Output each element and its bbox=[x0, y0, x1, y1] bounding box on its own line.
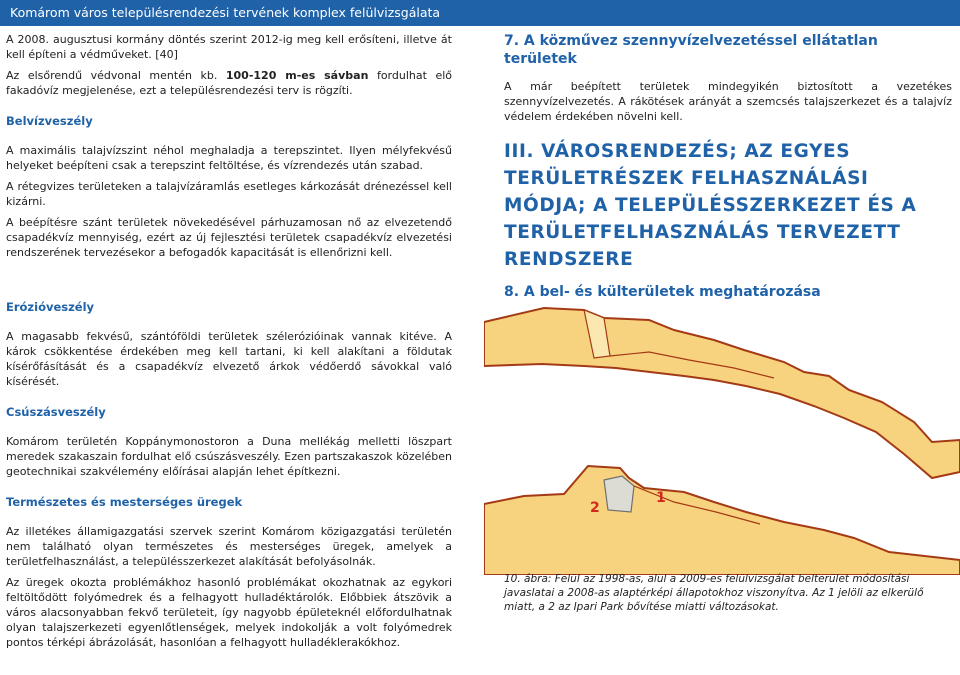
paragraph-belviz-3: A beépítésre szánt területek növekedésével párhuzamosan nő az elvezetendő csapadékvíz mennyiség, ezért az új fejlesztési területek csapadékvíz elvezetési rendszerének tervezésekor a befogadók kapacitását is ellenőrizni kell. bbox=[6, 216, 452, 259]
left-column-bottom bbox=[6, 300, 452, 656]
paragraph-seepage: Az elsőrendű védvonal mentén kb. 100-120 m-es sávban fordulhat elő fakadóvíz megjelenése, ezt a településrendezési terv is rögzíti. bbox=[6, 69, 453, 97]
document-header: Komárom város településrendezési tervének komplex felülvizsgálata bbox=[0, 0, 960, 26]
section-heading-7: 7. A közművez szennyvízelvezetéssel ellátatlan területek bbox=[504, 33, 878, 67]
chapter-title-iii: III. VÁROSRENDEZÉS; AZ EGYES TERÜLETRÉSZEK FELHASZNÁLÁSI MÓDJA; A TELEPÜLÉSSZERKEZET ÉS A TERÜLETFELHASZNÁLÁS TERVEZETT RENDSZERE bbox=[504, 141, 917, 270]
boundary-change-map bbox=[484, 290, 960, 575]
paragraph-belviz-2: A rétegvizes területeken a talajvízáramlás esetleges kárkozását drénezéssel kell kizárni. bbox=[6, 180, 452, 208]
paragraph-belviz-1: A maximális talajvízszint néhol meghaladja a terepszintet. Ilyen mélyfekvésű helyeket beépíteni csak a terepszint feltöltése, és vízrendezés után szabad. bbox=[6, 144, 452, 172]
left-column-top bbox=[6, 32, 452, 266]
paragraph-erozio: A magasabb fekvésű, szántóföldi területek szélerózióinak vannak kitéve. A károk csökkentése érdekében meg kell tartani, ki kell alakítani a földutak kísérőfásítását és a csapadékvíz elvezető árkok védőerdő sávokkal való kísérését. bbox=[6, 330, 452, 388]
paragraph-uregek-2: Az üregek okozta problémákhoz hasonló problémákat okozhatnak az egykori feltöltődött folyómedrek és a felhagyott hulladéktárolók. Előbbiek átszövik a város alacsonyabban fekvő területeit, így nagyobb épületeknél előfordulhatnak olyan talajszerkezeti egyenlőtlenségek, melyek indokolják a volt folyómedrek pontos térképi ábrázolását, hasonlóan a felhagyott hulladéklerakókhoz. bbox=[6, 576, 452, 649]
map-label-1: 1 bbox=[656, 490, 666, 506]
paragraph-defense-works: A 2008. augusztusi kormány döntés szerint 2012-ig meg kell erősíteni, illetve át kell építeni a védműveket. [40] bbox=[6, 33, 452, 61]
section-heading-uregek: Természetes és mesterséges üregek bbox=[6, 495, 243, 509]
seepage-band-highlight: 100-120 m-es sávban bbox=[225, 69, 369, 82]
upper-map-area bbox=[484, 308, 960, 478]
lower-map-area bbox=[484, 466, 960, 575]
map-label-2: 2 bbox=[590, 500, 600, 516]
paragraph-uregek-1: Az illetékes államigazgatási szervek szerint Komárom közigazgatási területén nem található olyan természetes és mesterséges üregek, amelyek a területfelhasználást, a településszerkezet alakítását befolyásolnák. bbox=[6, 525, 452, 568]
paragraph-csuszas: Komárom területén Koppánymonostoron a Duna mellékág melletti löszpart meredek szakaszain fordulhat elő csúszásveszély. Ezen partszakaszok közelében geotechnikai szakvélemény előírásai alapján lehet építkezni. bbox=[6, 435, 452, 478]
figure-caption: 10. ábra: Felül az 1998-as, alul a 2009-es felülvizsgálat belterület módosítási javaslatai a 2008-as alaptérképi állapotokhoz viszonyítva. Az 1 jelöli az elkerülő miatt, a 2 az Ipari Park bővítése miatti változásokat. bbox=[504, 573, 924, 613]
section-heading-erozio: Erózióveszély bbox=[6, 300, 95, 314]
section-heading-8: 8. A bel- és külterületek meghatározása bbox=[504, 284, 821, 300]
section-heading-belviz: Belvízveszély bbox=[6, 114, 93, 128]
paragraph-7: A már beépített területek mindegyikén biztosított a vezetékes szennyvízelvezetés. A rákötések arányát a szemcsés talajszerkezet és a talajvíz védelem érdekében növelni kell. bbox=[504, 80, 952, 123]
section-heading-csuszas: Csúszásveszély bbox=[6, 405, 106, 419]
right-column bbox=[504, 32, 952, 301]
